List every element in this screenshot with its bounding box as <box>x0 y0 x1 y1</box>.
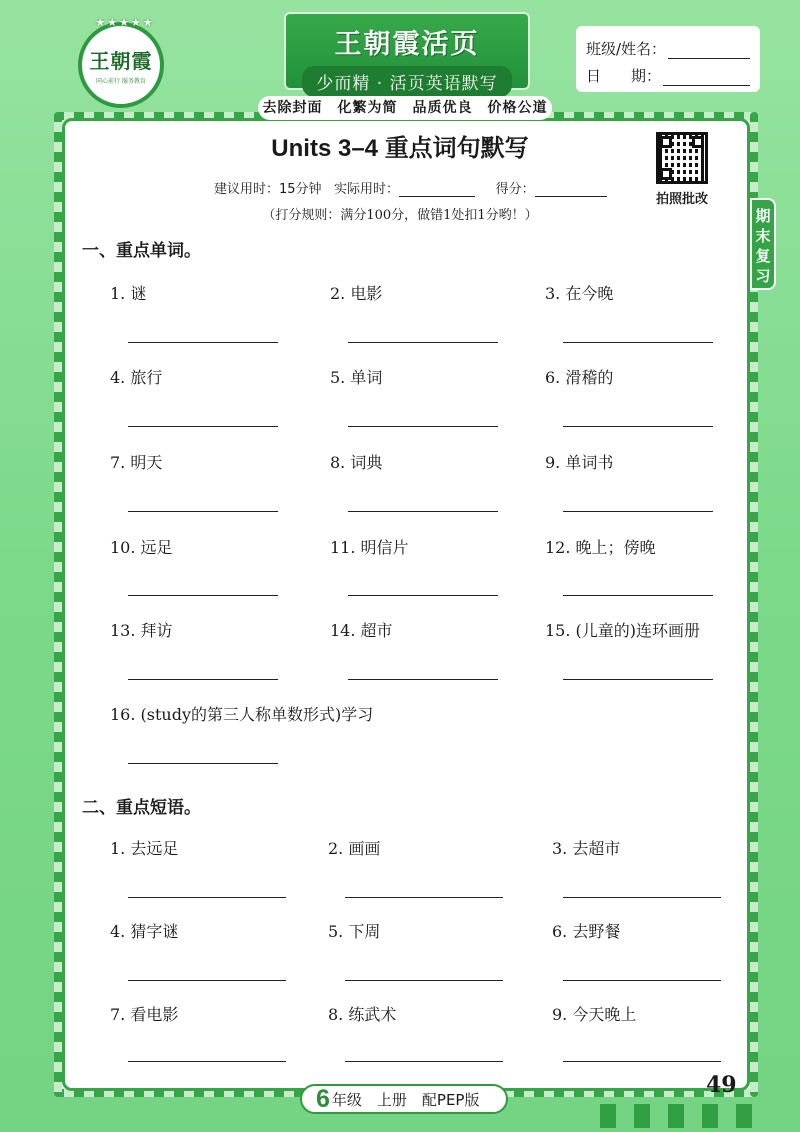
phrase-item: 9. 今天晚上 <box>552 1005 637 1024</box>
score-label: 得分： <box>495 182 535 197</box>
score-field[interactable] <box>535 183 607 197</box>
banner-title: 王朝霞活页 <box>334 29 480 60</box>
suggested-time: 建议用时：15分钟 <box>214 182 322 197</box>
answer-line[interactable] <box>128 426 278 427</box>
answer-line[interactable] <box>563 897 721 898</box>
word-item: 15. (儿童的)连环画册 <box>545 621 701 640</box>
phrase-item: 6. 去野餐 <box>552 922 621 941</box>
phrase-item: 7. 看电影 <box>110 1005 179 1024</box>
word-item: 6. 滑稽的 <box>545 368 614 387</box>
page-number: 49 <box>706 1072 737 1098</box>
grade-badge <box>300 1084 508 1114</box>
qr-finder <box>660 136 672 148</box>
answer-line[interactable] <box>128 980 286 981</box>
grade-number: 6 <box>316 1085 330 1113</box>
series-banner <box>284 12 530 94</box>
word-item: 10. 远足 <box>110 538 173 557</box>
word-item: 5. 单词 <box>330 368 383 387</box>
answer-line[interactable] <box>345 897 503 898</box>
section2-title: 二、重点短语。 <box>82 798 201 818</box>
word-item: 14. 超市 <box>330 621 393 640</box>
word-item: 7. 明天 <box>110 453 163 472</box>
answer-line[interactable] <box>128 1061 286 1062</box>
answer-line[interactable] <box>348 511 498 512</box>
qr-finder <box>692 136 704 148</box>
phrase-item: 8. 练武术 <box>328 1005 397 1024</box>
answer-line[interactable] <box>563 679 713 680</box>
title-units: Units 3–4 <box>271 135 379 162</box>
grade-edition: 年级 上册 配PEP版 <box>331 1091 480 1109</box>
section1-title: 一、重点单词。 <box>82 241 201 261</box>
answer-line[interactable] <box>128 679 278 680</box>
banner-subtitle: 少而精 · 活页英语默写 <box>302 66 512 97</box>
slogan-bar: 去除封面 化繁为简 品质优良 价格公道 <box>258 96 552 120</box>
title-chinese: 重点词句默写 <box>384 134 529 162</box>
word-item: 12. 晚上；傍晚 <box>545 538 656 557</box>
word-item: 16. (study的第三人称单数形式)学习 <box>110 705 374 724</box>
actual-time-label: 实际用时： <box>333 182 399 197</box>
logo-text: 王朝霞 <box>89 49 153 73</box>
answer-line[interactable] <box>348 342 498 343</box>
qr-finder <box>660 168 672 180</box>
logo-subtitle: 同心前行 服务教育 <box>96 78 146 85</box>
answer-line[interactable] <box>563 595 713 596</box>
date-label: 日 期： <box>586 67 662 85</box>
date-field[interactable] <box>663 72 750 86</box>
phrase-item: 2. 画画 <box>328 839 381 858</box>
worksheet <box>62 118 750 1091</box>
answer-line[interactable] <box>563 426 713 427</box>
answer-line[interactable] <box>128 342 278 343</box>
answer-line[interactable] <box>345 980 503 981</box>
student-info-box <box>576 26 760 92</box>
answer-line[interactable] <box>563 980 721 981</box>
logo-stars: ★★★★★ <box>95 16 155 29</box>
class-name-row <box>586 32 750 59</box>
class-name-field[interactable] <box>668 45 750 59</box>
word-item: 4. 旅行 <box>110 368 163 387</box>
class-name-label: 班级/姓名： <box>586 40 667 58</box>
phrase-item: 1. 去远足 <box>110 839 179 858</box>
answer-line[interactable] <box>128 763 278 764</box>
answer-line[interactable] <box>563 1061 721 1062</box>
scoring-rule: （打分规则：满分100分，做错1处扣1分哟！） <box>262 208 538 223</box>
answer-line[interactable] <box>563 511 713 512</box>
answer-line[interactable] <box>128 595 278 596</box>
word-item: 11. 明信片 <box>330 538 409 557</box>
phrase-item: 5. 下周 <box>328 922 381 941</box>
word-item: 1. 谜 <box>110 284 147 303</box>
actual-time-field[interactable] <box>399 183 475 197</box>
answer-line[interactable] <box>128 897 286 898</box>
word-item: 13. 拜访 <box>110 621 173 640</box>
answer-line[interactable] <box>563 342 713 343</box>
phrase-item: 3. 去超市 <box>552 839 621 858</box>
answer-line[interactable] <box>128 511 278 512</box>
word-item: 2. 电影 <box>330 284 383 303</box>
answer-line[interactable] <box>348 679 498 680</box>
word-item: 8. 词典 <box>330 453 383 472</box>
phrase-item: 4. 猜字谜 <box>110 922 179 941</box>
date-row <box>586 59 750 86</box>
word-item: 3. 在今晚 <box>545 284 614 303</box>
side-tab-final-review[interactable]: 期末复习 <box>750 198 776 290</box>
word-item: 9. 单词书 <box>545 453 614 472</box>
bottom-tab-strip <box>600 1104 770 1128</box>
answer-line[interactable] <box>348 595 498 596</box>
frame-border-left <box>54 112 62 1097</box>
answer-line[interactable] <box>348 426 498 427</box>
answer-line[interactable] <box>345 1061 503 1062</box>
qr-code-icon[interactable] <box>656 132 708 184</box>
brand-logo <box>78 16 164 108</box>
time-score-row <box>214 178 607 197</box>
qr-label: 拍照批改 <box>655 192 708 207</box>
